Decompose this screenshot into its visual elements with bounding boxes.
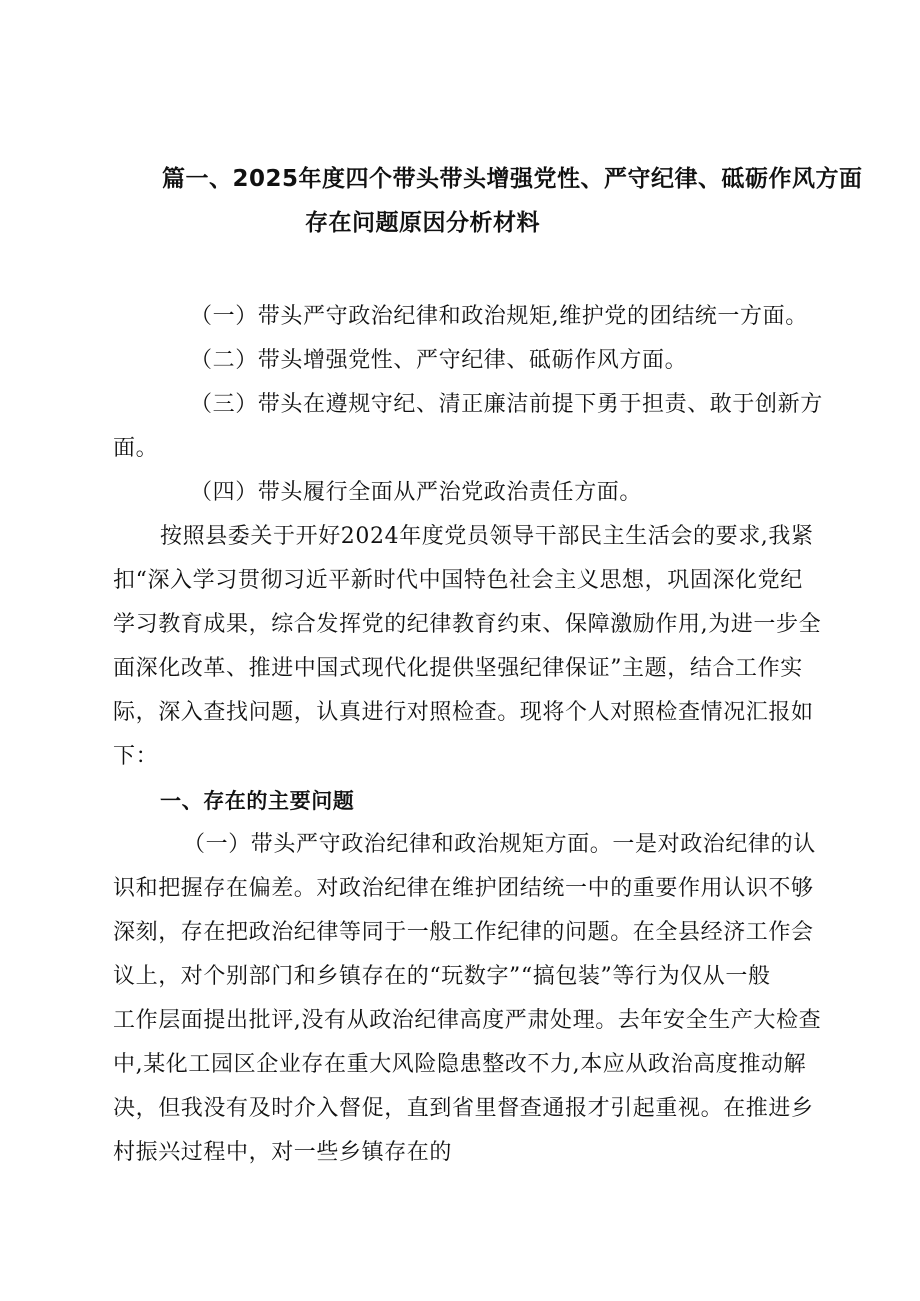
- toc-item-3-cont: 面。: [113, 436, 159, 461]
- document-title-line-2: 存在问题原因分析材料: [305, 210, 540, 236]
- section-1-line-5: 工作层面提出批评,没有从政治纪律高度严肃处理。去年安全生产大检查: [113, 1008, 822, 1033]
- intro-line-1: 按照县委关于开好2024年度党员领导干部民主生活会的要求,我紧: [160, 524, 814, 549]
- section-1-line-8: 村振兴过程中，对一些乡镇存在的: [113, 1140, 453, 1165]
- toc-item-1: （一）带头严守政治纪律和政治规矩,维护党的团结统一方面。: [190, 304, 808, 329]
- section-1-line-2: 识和把握存在偏差。对政治纪律在维护团结统一中的重要作用认识不够: [113, 876, 814, 901]
- intro-line-6: 下：: [113, 744, 159, 769]
- section-1-heading: 一、存在的主要问题: [160, 789, 355, 813]
- section-1-line-1: （一）带头严守政治纪律和政治规矩方面。一是对政治纪律的认: [183, 832, 816, 857]
- intro-line-3: 学习教育成果，综合发挥党的纪律教育约束、保障激励作用,为进一步全: [113, 612, 822, 637]
- section-1-line-6: 中,某化工园区企业存在重大风险隐患整改不力,本应从政治高度推动解: [113, 1052, 807, 1077]
- toc-item-4: （四）带头履行全面从严治党政治责任方面。: [190, 480, 643, 505]
- intro-line-5: 际，深入查找问题，认真进行对照检查。现将个人对照检查情况汇报如: [113, 700, 814, 725]
- toc-item-3: （三）带头在遵规守纪、清正廉洁前提下勇于担责、敢于创新方: [190, 392, 823, 417]
- toc-item-2: （二）带头增强党性、严守纪律、砥砺作风方面。: [190, 348, 688, 373]
- document-title-line-1: 篇一、2025年度四个带头带头增强党性、严守纪律、砥砺作风方面: [162, 166, 863, 192]
- section-1-line-4: 议上，对个别部门和乡镇存在的“玩数字”“搞包装”等行为仅从一般: [113, 964, 771, 989]
- section-1-line-3: 深刻，存在把政治纪律等同于一般工作纪律的问题。在全县经济工作会: [113, 920, 814, 945]
- intro-line-4: 面深化改革、推进中国式现代化提供坚强纪律保证”主题，结合工作实: [113, 656, 803, 681]
- section-1-line-7: 决，但我没有及时介入督促，直到省里督查通报才引起重视。在推进乡: [113, 1096, 814, 1121]
- intro-line-2: 扣“深入学习贯彻习近平新时代中国特色社会主义思想，巩固深化党纪: [113, 568, 803, 593]
